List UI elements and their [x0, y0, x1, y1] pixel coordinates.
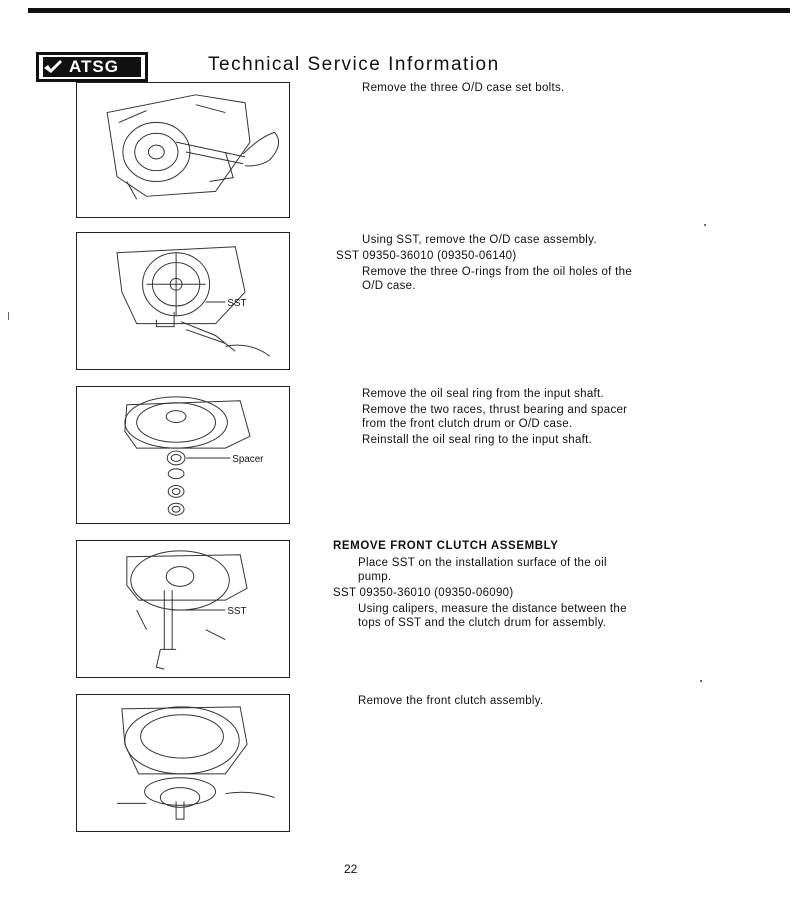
transmission-illustration [77, 83, 289, 217]
step-3c-text: from the front clutch drum or O/D case. [362, 418, 573, 430]
figure-3-callout: Spacer [232, 453, 264, 465]
step-4d-text: Using calipers, measure the distance between the [358, 603, 627, 615]
step-3d-text: Reinstall the oil seal ring to the input shaft. [362, 434, 593, 446]
figure-4-callout: SST [227, 605, 247, 617]
step-5-text: Remove the front clutch assembly. [358, 695, 544, 707]
od-case-removal-illustration [77, 233, 289, 369]
spacer-illustration [77, 387, 289, 523]
clutch-measure-illustration [77, 541, 289, 677]
top-rule [28, 8, 790, 13]
checkmark-icon [43, 59, 63, 75]
step-1-text: Remove the three O/D case set bolts. [362, 82, 565, 94]
figure-2-callout: SST [227, 297, 247, 309]
figure-front-clutch-sst [76, 540, 290, 678]
margin-mark [704, 224, 706, 226]
step-2c-text: Remove the three O-rings from the oil holes of the [362, 266, 633, 278]
step-2d-text: O/D case. [362, 280, 416, 292]
figure-od-case-bolts [76, 82, 290, 218]
step-2b-text: SST 09350-36010 (09350-06140) [336, 250, 517, 262]
step-2a-text: Using SST, remove the O/D case assembly. [362, 234, 597, 246]
logo-text: ATSG [69, 57, 119, 76]
figure-spacer [76, 386, 290, 524]
page-number: 22 [344, 862, 358, 876]
margin-mark [700, 680, 702, 682]
margin-mark [8, 312, 9, 320]
clutch-removal-illustration [77, 695, 289, 831]
step-4c-text: SST 09350-36010 (09350-06090) [333, 587, 514, 599]
atsg-logo [36, 52, 148, 82]
step-4b-text: pump. [358, 571, 392, 583]
section-heading-front-clutch: REMOVE FRONT CLUTCH ASSEMBLY [333, 540, 559, 552]
step-4a-text: Place SST on the installation surface of the oil [358, 557, 607, 569]
page-title: Technical Service Information [208, 54, 500, 75]
figure-od-case-sst [76, 232, 290, 370]
step-3a-text: Remove the oil seal ring from the input shaft. [362, 388, 604, 400]
figure-front-clutch-remove [76, 694, 290, 832]
step-3b-text: Remove the two races, thrust bearing and spacer [362, 404, 628, 416]
step-4e-text: tops of SST and the clutch drum for assembly. [358, 617, 607, 629]
